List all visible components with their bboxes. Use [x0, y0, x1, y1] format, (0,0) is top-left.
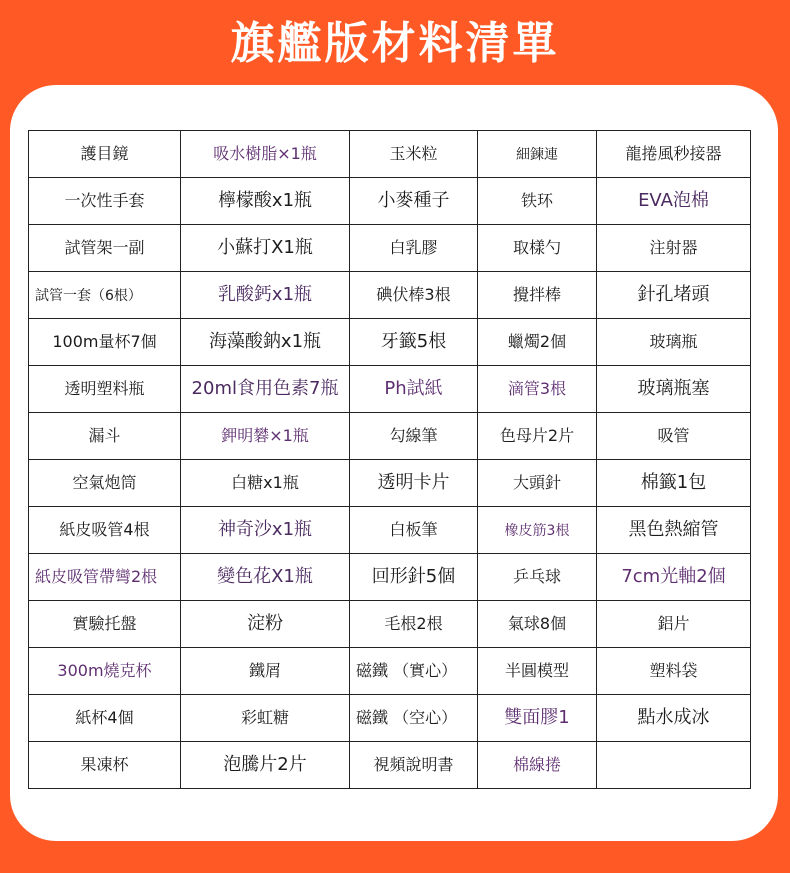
material-label: 吸管: [657, 426, 690, 446]
material-label: 磁鐵 （空心）: [356, 708, 458, 728]
material-cell: [29, 178, 181, 225]
material-label: 神奇沙x1瓶: [217, 519, 313, 541]
table-row: [29, 695, 751, 742]
material-label: 玻璃瓶塞: [637, 378, 710, 400]
material-cell: [181, 460, 350, 507]
material-cell: [181, 413, 350, 460]
table-row: [29, 507, 751, 554]
material-label: 玉米粒: [389, 144, 438, 164]
material-cell: [29, 131, 181, 178]
material-cell: [181, 554, 350, 601]
material-label: 鋁片: [657, 614, 690, 634]
material-cell: [29, 225, 181, 272]
table-row: [29, 272, 751, 319]
material-cell: [181, 742, 350, 789]
material-cell: [597, 272, 751, 319]
table-row: [29, 131, 751, 178]
material-cell: [181, 648, 350, 695]
material-label: 鐵屑: [248, 661, 281, 681]
material-cell: [350, 366, 478, 413]
material-label: 20ml食用色素7瓶: [191, 378, 339, 400]
material-label: 檸檬酸x1瓶: [217, 190, 313, 212]
material-cell: [181, 366, 350, 413]
material-label: 毛根2根: [384, 614, 443, 634]
material-cell: [597, 366, 751, 413]
material-cell: [350, 225, 478, 272]
table-row: [29, 225, 751, 272]
material-label: 雙面膠1: [504, 707, 570, 729]
material-cell: [350, 319, 478, 366]
material-label: 取樣勺: [512, 238, 561, 258]
material-label: 透明卡片: [377, 472, 450, 494]
material-label: 玻璃瓶: [649, 332, 698, 352]
material-cell: [597, 131, 751, 178]
material-label: 滴管3根: [507, 379, 567, 399]
material-label: 針孔堵頭: [637, 284, 710, 306]
material-label: 攪拌棒: [512, 285, 561, 305]
material-cell: [478, 460, 597, 507]
material-cell: [350, 601, 478, 648]
material-label: 乒乓球: [512, 567, 561, 587]
material-cell: [597, 648, 751, 695]
material-cell: [181, 131, 350, 178]
material-cell: [478, 413, 597, 460]
material-cell: [29, 554, 181, 601]
material-label: 小麥種子: [377, 190, 450, 212]
material-label: 白板筆: [389, 520, 438, 540]
material-cell: [350, 178, 478, 225]
material-label: 視頻說明書: [373, 755, 454, 775]
material-cell: [29, 695, 181, 742]
material-label: 回形針5個: [371, 566, 456, 588]
material-label: 細鍊連: [516, 146, 558, 163]
material-cell: [597, 413, 751, 460]
table-row: [29, 648, 751, 695]
material-cell: [29, 601, 181, 648]
material-cell: [597, 507, 751, 554]
table-row: [29, 601, 751, 648]
material-cell: [29, 507, 181, 554]
material-label: Ph試紙: [384, 378, 443, 400]
material-cell: [350, 554, 478, 601]
material-label: 牙籤5根: [380, 331, 447, 353]
material-cell: [478, 507, 597, 554]
material-cell: [181, 272, 350, 319]
material-label: 漏斗: [88, 426, 121, 446]
material-cell: [181, 695, 350, 742]
material-cell: [597, 225, 751, 272]
material-cell: [350, 695, 478, 742]
material-label: 大頭針: [512, 473, 561, 493]
material-label: 铁环: [520, 191, 553, 211]
material-cell: [181, 601, 350, 648]
material-cell: [478, 554, 597, 601]
material-label: 鉀明礬×1瓶: [221, 426, 309, 446]
material-cell: [350, 272, 478, 319]
material-cell: [350, 413, 478, 460]
material-cell: [478, 178, 597, 225]
material-label: 紙杯4個: [75, 708, 134, 728]
material-cell: [478, 601, 597, 648]
material-label: 碘伏棒3根: [376, 285, 451, 305]
material-cell: [350, 507, 478, 554]
material-label: 塑料袋: [649, 661, 698, 681]
material-cell: [478, 319, 597, 366]
material-label: 白乳膠: [389, 238, 438, 258]
table-row: [29, 178, 751, 225]
material-label: 氣球8個: [507, 614, 567, 634]
material-label: 蠟燭2個: [507, 332, 567, 352]
material-cell: [597, 695, 751, 742]
material-cell: [29, 366, 181, 413]
material-label: 黑色熱縮管: [628, 519, 719, 541]
material-label: 100m量杯7個: [52, 332, 157, 352]
material-cell: [29, 413, 181, 460]
material-cell: [597, 601, 751, 648]
material-cell: [181, 507, 350, 554]
page-title: 旗艦版材料清單: [230, 18, 560, 69]
material-cell: [350, 131, 478, 178]
material-label: 試管一套（6根）: [35, 287, 142, 304]
material-label: 護目鏡: [80, 144, 129, 164]
material-label: 磁鐵 （實心）: [356, 661, 458, 681]
material-cell: [478, 272, 597, 319]
material-cell: [597, 319, 751, 366]
material-label: 點水成冰: [637, 707, 710, 729]
material-cell: [181, 178, 350, 225]
material-cell: [597, 742, 751, 789]
material-label: 空氣炮筒: [72, 473, 137, 493]
material-cell: [597, 460, 751, 507]
material-label: 變色花X1瓶: [217, 566, 313, 588]
table-row: [29, 413, 751, 460]
material-label: 一次性手套: [64, 191, 145, 211]
materials-table: [28, 130, 751, 789]
material-cell: [478, 366, 597, 413]
material-cell: [478, 648, 597, 695]
table-row: [29, 742, 751, 789]
material-label: 色母片2片: [499, 426, 575, 446]
material-label: 棉籤1包: [640, 472, 707, 494]
table-row: [29, 366, 751, 413]
material-label: 紙皮吸管帶彎2根: [35, 567, 158, 587]
table-row: [29, 554, 751, 601]
material-cell: [181, 225, 350, 272]
material-label: 試管架一副: [64, 238, 145, 258]
table-row: [29, 319, 751, 366]
material-label: 透明塑料瓶: [64, 379, 145, 399]
material-label: 橡皮筋3根: [504, 522, 570, 539]
material-cell: [478, 695, 597, 742]
material-cell: [350, 742, 478, 789]
material-label: 乳酸鈣x1瓶: [217, 284, 313, 306]
material-label: 紙皮吸管4根: [59, 520, 150, 540]
material-cell: [350, 648, 478, 695]
material-label: 7cm光軸2個: [621, 566, 726, 588]
material-label: 淀粉: [247, 613, 283, 635]
material-label: 小蘇打X1瓶: [217, 237, 313, 259]
material-label: 龍捲風秒接器: [625, 144, 722, 164]
material-cell: [29, 460, 181, 507]
material-label: 泡騰片2片: [223, 754, 307, 776]
table-row: [29, 460, 751, 507]
material-label: 棉線捲: [512, 755, 561, 775]
material-cell: [181, 319, 350, 366]
material-cell: [350, 460, 478, 507]
material-label: 半圓模型: [504, 661, 569, 681]
material-cell: [478, 131, 597, 178]
material-label: 注射器: [649, 238, 698, 258]
material-cell: [597, 178, 751, 225]
material-label: EVA泡棉: [638, 190, 709, 212]
material-cell: [29, 742, 181, 789]
material-label: 實驗托盤: [72, 614, 137, 634]
material-label: 果凍杯: [80, 755, 129, 775]
material-cell: [478, 225, 597, 272]
material-cell: [597, 554, 751, 601]
material-label: 勾線筆: [389, 426, 438, 446]
material-cell: [29, 648, 181, 695]
material-label: 吸水樹脂×1瓶: [213, 144, 317, 164]
material-cell: [478, 742, 597, 789]
material-label: 海藻酸鈉x1瓶: [208, 331, 322, 353]
material-label: 彩虹糖: [240, 708, 289, 728]
material-label: 白糖x1瓶: [231, 473, 299, 493]
material-cell: [29, 319, 181, 366]
material-label: 300m燒克杯: [57, 661, 152, 681]
material-cell: [29, 272, 181, 319]
